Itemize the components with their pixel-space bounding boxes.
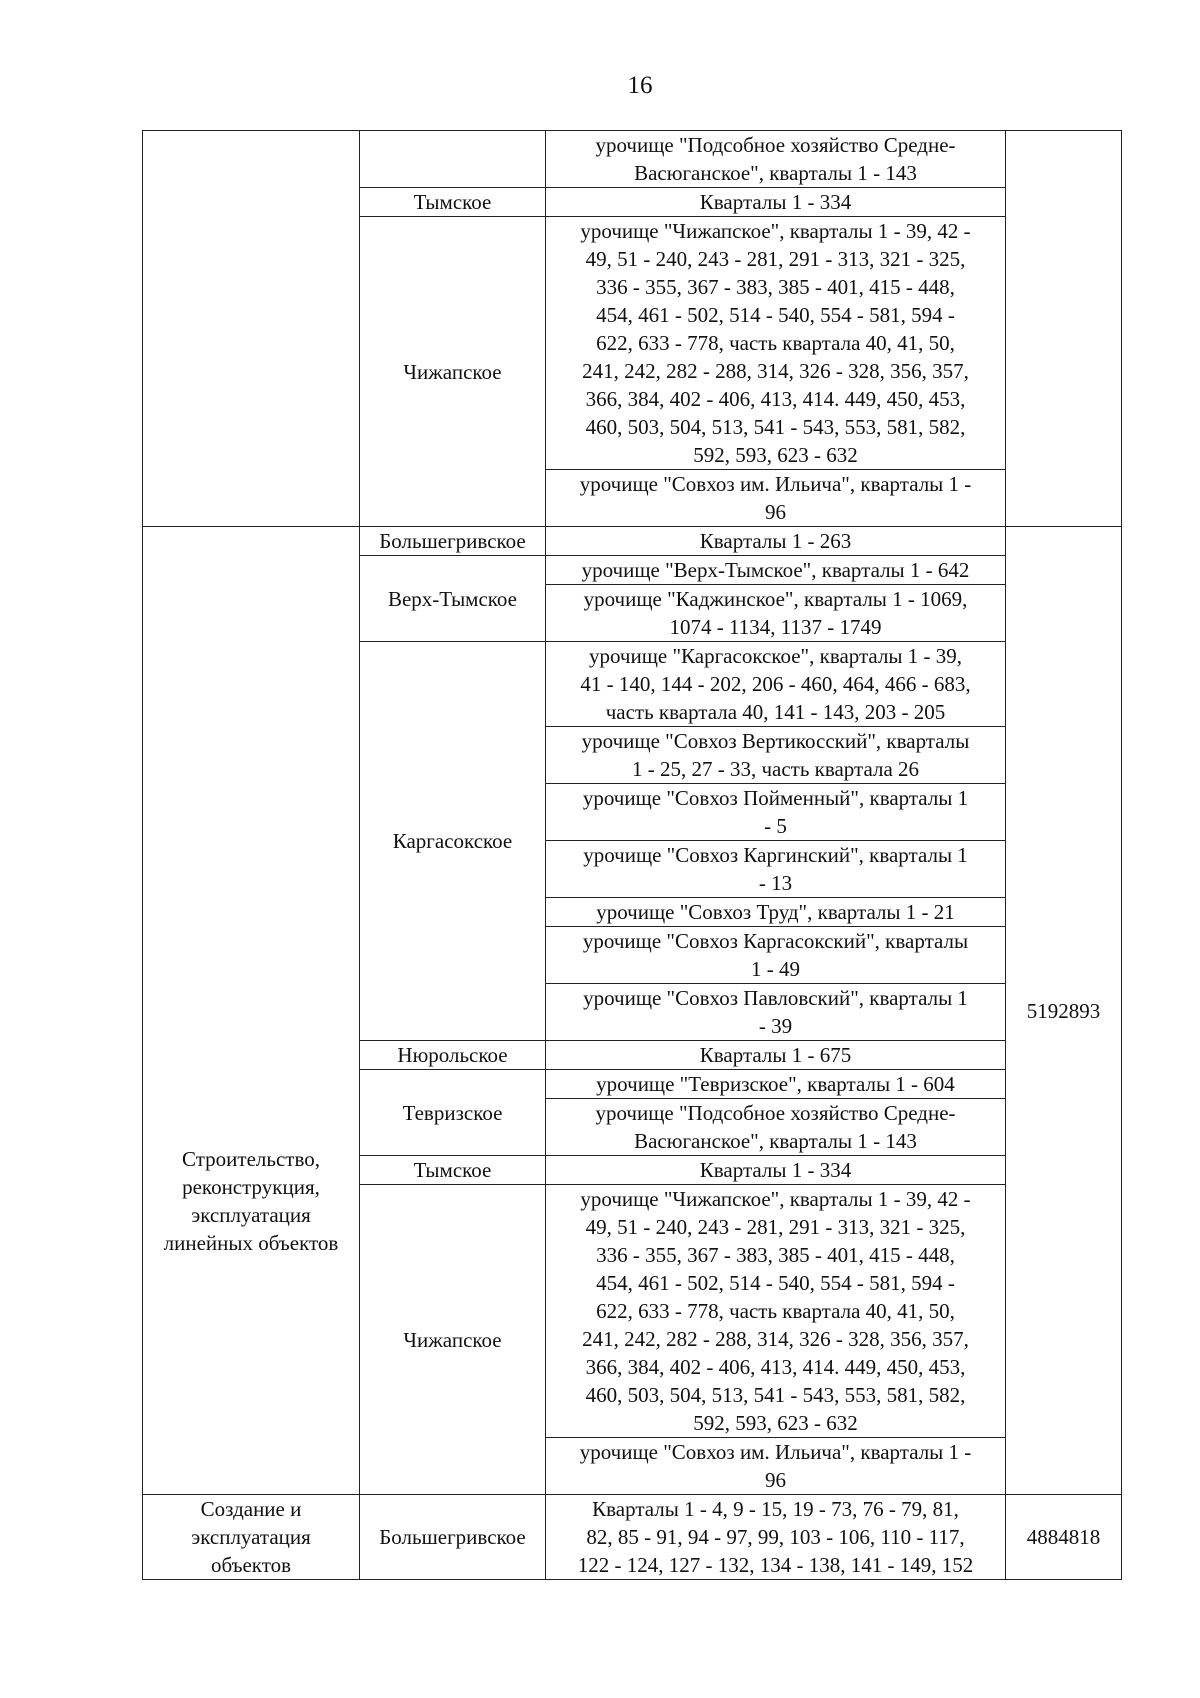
quarters-cell: Кварталы 1 - 263 [546, 527, 1006, 556]
quarters-cell: урочище "Каджинское", кварталы 1 - 1069, 1074 - 1134, 1137 - 1749 [546, 585, 1006, 642]
area-cell [1006, 131, 1122, 527]
quarters-cell: урочище "Чижапское", кварталы 1 - 39, 42 - 49, 51 - 240, 243 - 281, 291 - 313, 321 - 325, 336 - 355, 367 - 383, 385 - 401, 415 - 448, 454, 461 - 502, 514 - 540, 554 - 581, 594 - 622, 633 - 778, часть квартала 40, 41, 50, 241, 242, 282 - 288, 314, 326 - 328, 356, 357, 366, 384, 402 - 406, 413, 414. 449, 450, 453, 460, 503, 504, 513, 541 - 543, 553, 581, 582, 592, 593, 623 - 632 [546, 217, 1006, 470]
quarters-cell: урочище "Совхоз Труд", кварталы 1 - 21 [546, 898, 1006, 927]
forestry-cell: Каргасокское [360, 642, 546, 1041]
quarters-cell: Кварталы 1 - 4, 9 - 15, 19 - 73, 76 - 79, 81, 82, 85 - 91, 94 - 97, 99, 103 - 106, 110 - 117, 122 - 124, 127 - 132, 134 - 138, 141 - 149, 152 [546, 1495, 1006, 1580]
table-row [143, 527, 1122, 556]
quarters-cell: урочище "Подсобное хозяйство Средне- Васюганское", кварталы 1 - 143 [546, 1099, 1006, 1156]
quarters-cell: урочище "Совхоз Пойменный", кварталы 1 - 5 [546, 784, 1006, 841]
quarters-cell: урочище "Подсобное хозяйство Средне- Васюганское", кварталы 1 - 143 [546, 131, 1006, 188]
forestry-cell: Тымское [360, 1156, 546, 1185]
area-cell: 4884818 [1006, 1495, 1122, 1580]
quarters-cell: Кварталы 1 - 334 [546, 188, 1006, 217]
table-row [143, 131, 1122, 188]
purpose-cell [143, 131, 360, 527]
quarters-cell: урочище "Каргасокское", кварталы 1 - 39, 41 - 140, 144 - 202, 206 - 460, 464, 466 - 683, часть квартала 40, 141 - 143, 203 - 205 [546, 642, 1006, 727]
forestry-cell: Тымское [360, 188, 546, 217]
quarters-cell: урочище "Верх-Тымское", кварталы 1 - 642 [546, 556, 1006, 585]
quarters-cell: урочище "Совхоз Каргинский", кварталы 1 - 13 [546, 841, 1006, 898]
quarters-cell: урочище "Совхоз Каргасокский", кварталы 1 - 49 [546, 927, 1006, 984]
area-cell: 5192893 [1006, 527, 1122, 1495]
forestry-cell: Чижапское [360, 217, 546, 527]
forestry-cell: Чижапское [360, 1185, 546, 1495]
forest-use-table [142, 130, 1122, 1580]
page-number: 16 [627, 72, 653, 99]
forestry-cell [360, 131, 546, 188]
quarters-cell: урочище "Совхоз Вертикосский", кварталы 1 - 25, 27 - 33, часть квартала 26 [546, 727, 1006, 784]
quarters-cell: урочище "Тевризское", кварталы 1 - 604 [546, 1070, 1006, 1099]
forestry-cell: Верх-Тымское [360, 556, 546, 642]
forestry-cell: Нюрольское [360, 1041, 546, 1070]
quarters-cell: урочище "Совхоз им. Ильича", кварталы 1 - 96 [546, 1438, 1006, 1495]
forestry-cell: Большегривское [360, 1495, 546, 1580]
purpose-cell: Создание и эксплуатация объектов [143, 1495, 360, 1580]
forestry-cell: Тевризское [360, 1070, 546, 1156]
forestry-cell: Большегривское [360, 527, 546, 556]
table-row [143, 1495, 1122, 1580]
quarters-cell: Кварталы 1 - 334 [546, 1156, 1006, 1185]
quarters-cell: урочище "Совхоз им. Ильича", кварталы 1 - 96 [546, 470, 1006, 527]
quarters-cell: урочище "Совхоз Павловский", кварталы 1 - 39 [546, 984, 1006, 1041]
purpose-cell: Строительство, реконструкция, эксплуатация линейных объектов [143, 527, 360, 1495]
quarters-cell: урочище "Чижапское", кварталы 1 - 39, 42 - 49, 51 - 240, 243 - 281, 291 - 313, 321 - 325, 336 - 355, 367 - 383, 385 - 401, 415 - 448, 454, 461 - 502, 514 - 540, 554 - 581, 594 - 622, 633 - 778, часть квартала 40, 41, 50, 241, 242, 282 - 288, 314, 326 - 328, 356, 357, 366, 384, 402 - 406, 413, 414. 449, 450, 453, 460, 503, 504, 513, 541 - 543, 553, 581, 582, 592, 593, 623 - 632 [546, 1185, 1006, 1438]
quarters-cell: Кварталы 1 - 675 [546, 1041, 1006, 1070]
